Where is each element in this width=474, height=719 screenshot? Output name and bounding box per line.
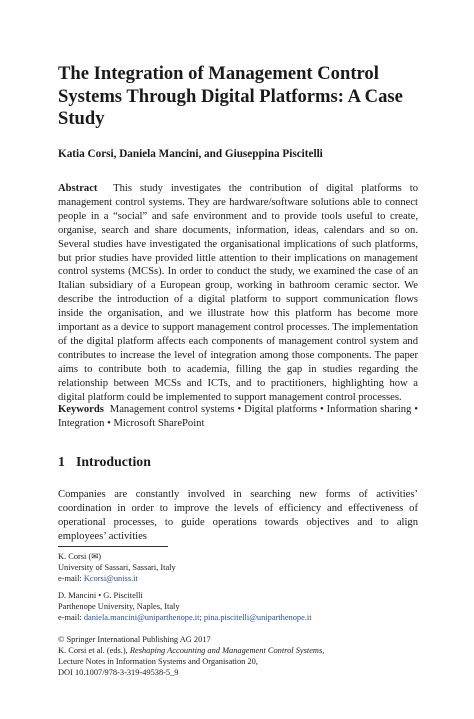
- footnote-1-affiliation: University of Sassari, Sassari, Italy: [58, 563, 176, 572]
- footnote-2-email-line: [58, 612, 438, 623]
- footnote-2-names: D. Mancini • G. Piscitelli: [58, 591, 143, 600]
- citation-editors: K. Corsi et al. (eds.),: [58, 646, 130, 655]
- email-link-corsi[interactable]: Kcorsi@uniss.it: [83, 574, 138, 583]
- doi-line: DOI 10.1007/978-3-319-49538-5_9: [58, 668, 179, 677]
- footnote-2-affiliation: Parthenope University, Naples, Italy: [58, 602, 180, 611]
- paper-title: The Integration of Management Control Systems Through Digital Platforms: A Case Study: [58, 63, 403, 129]
- author-list: Katia Corsi, Daniela Mancini, and Giuseppina Piscitelli: [58, 148, 323, 160]
- footnote-author-2: [58, 590, 438, 623]
- abstract-label: Abstract: [58, 183, 98, 194]
- email-link-mancini[interactable]: daniela.mancini@uniparthenope.it: [83, 613, 200, 622]
- citation-line: [58, 645, 438, 656]
- section-number: 1: [58, 454, 65, 469]
- keywords-block: [58, 403, 418, 431]
- footnote-1-email-prefix: e-mail:: [58, 574, 84, 583]
- copyright-line: © Springer International Publishing AG 2017: [58, 635, 211, 644]
- email-separator: ;: [199, 613, 204, 622]
- keywords-label: Keywords: [58, 404, 104, 415]
- footnote-1-email-line: [58, 573, 438, 584]
- series-line: Lecture Notes in Information Systems and Organisation 20,: [58, 657, 258, 666]
- footnote-author-1: [58, 551, 438, 584]
- section-heading: [58, 454, 151, 470]
- book-title: Reshaping Accounting and Management Control Systems,: [129, 646, 325, 655]
- abstract-text: This study investigates the contribution of digital platforms to management control systems. They are hardware/software solutions able to connect people in a “social” and safe environment and to provide tools useful to create, organise, search and share documents, information, ideas, calendars and so on. Several studies have investigated the organisational implications of such platforms, but prior studies have provided little attention to their implications on management control systems (MCSs). In order to conduct the study, we examined the case of an Italian subsidiary of a European group, working in bathroom ceramic sector. We describe the introduction of a digital platform to support communication flows inside the organisation, and we illustrate how this platform has become more important as a device to support management control processes. The implementation of the digital platform affects each components of management control system and contributes to increase the level of integration among those components. The paper aims to contribute both to academia, filling the gap in studies regarding the relationship between MCSs and ICTs, and to practitioners, highlighting how a digital platform could be implemented to support management control processes.: [58, 183, 418, 403]
- email-link-piscitelli[interactable]: pina.piscitelli@uniparthenope.it: [203, 613, 312, 622]
- keywords-text: Management control systems • Digital platforms • Information sharing • Integration • Microsoft SharePoint: [58, 404, 418, 429]
- abstract-block: [58, 182, 418, 405]
- copyright-block: [58, 634, 438, 678]
- section-title: Introduction: [76, 454, 151, 469]
- intro-paragraph: Companies are constantly involved in searching new forms of activities’ coordination in order to improve the levels of efficiency and effectiveness of operational processes, to guide operations towards objectives and to align employees’ activities: [58, 489, 418, 542]
- footnote-1-name: K. Corsi (✉): [58, 552, 102, 561]
- footnote-2-email-prefix: e-mail:: [58, 613, 84, 622]
- footnote-rule: [58, 546, 168, 547]
